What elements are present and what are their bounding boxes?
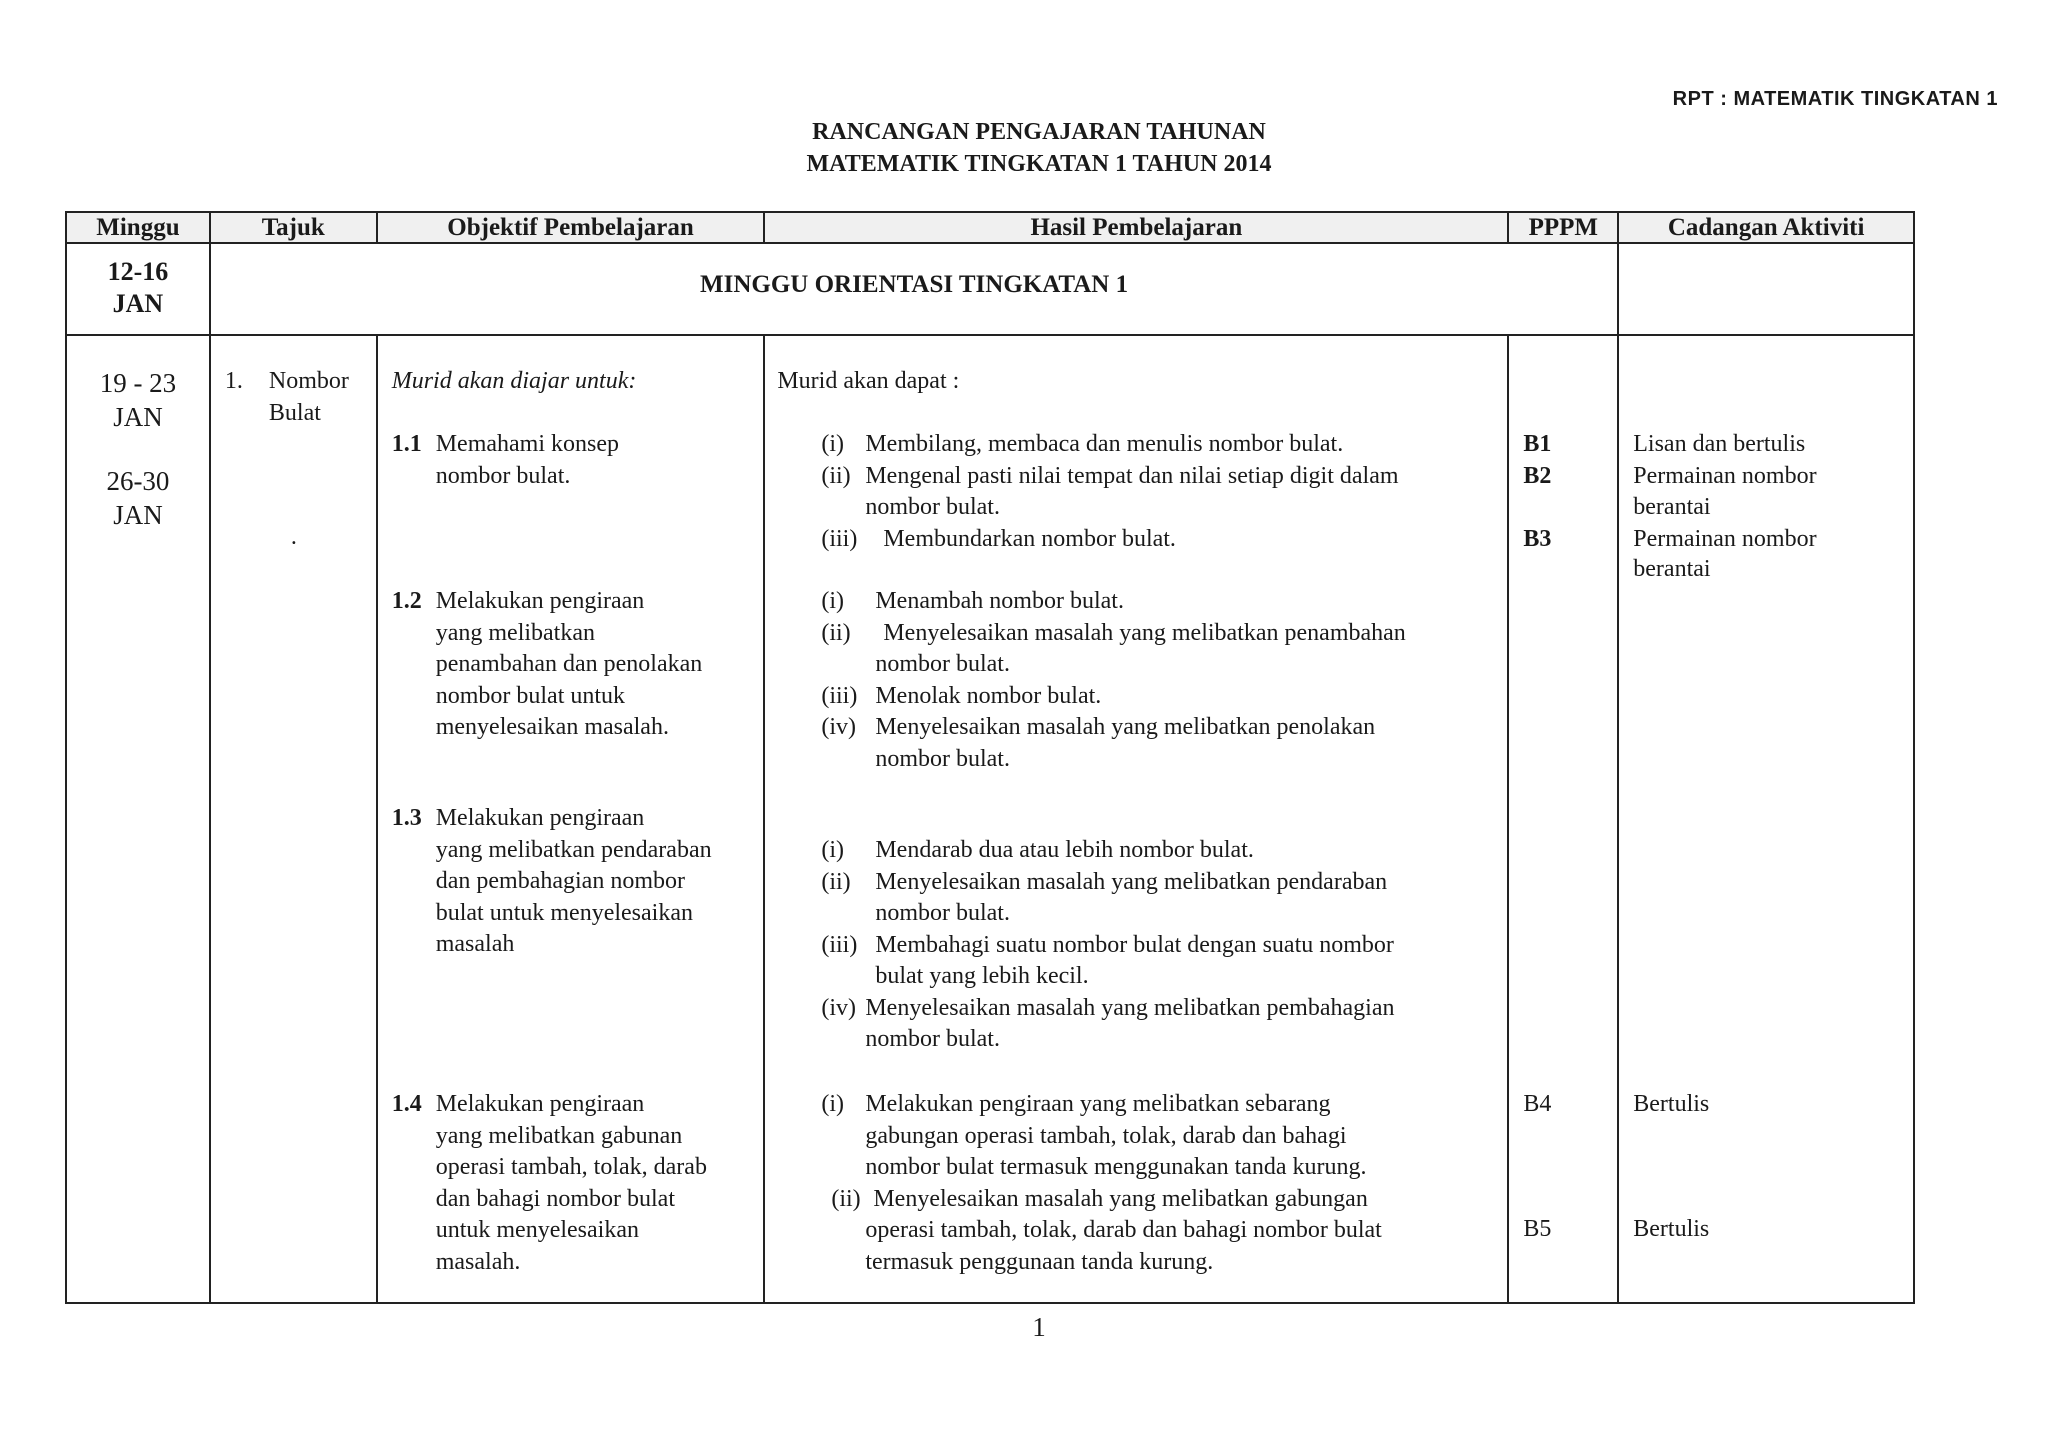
- objective-line: Melakukan pengiraan: [435, 588, 645, 614]
- table-header-row: [66, 212, 1914, 243]
- objective-number: 1.2: [391, 588, 422, 614]
- outcome-text: nombor bulat.: [865, 1026, 1000, 1052]
- objective-line: yang melibatkan pendaraban: [435, 836, 712, 863]
- pppm-code: B2: [1523, 463, 1552, 489]
- objective-line: dan bahagi nombor bulat: [435, 1185, 675, 1212]
- outcome-roman-numeral: (iii): [821, 682, 858, 709]
- pppm-code: B4: [1523, 1091, 1552, 1117]
- outcome-roman-numeral: (ii): [831, 1185, 861, 1212]
- orientation-aktiviti-cell: [1618, 243, 1914, 335]
- tajuk-line-2: Bulat: [268, 400, 321, 426]
- outcome-text: Melakukan pengiraan yang melibatkan sebarang: [865, 1091, 1331, 1117]
- objective-line: bulat untuk menyelesaikan: [435, 899, 693, 926]
- outcome-roman-numeral: (iv): [821, 994, 856, 1021]
- column-header-hasil: Hasil Pembelajaran: [764, 212, 1508, 243]
- column-header-minggu: Minggu: [66, 212, 210, 243]
- outcome-text: termasuk penggunaan tanda kurung.: [865, 1248, 1214, 1275]
- outcome-text: Menolak nombor bulat.: [875, 682, 1102, 709]
- outcome-text: Membahagi suatu nombor bulat dengan suatu nombor: [875, 931, 1394, 958]
- objektif-intro: Murid akan diajar untuk:: [391, 368, 637, 394]
- outcome-text: Menyelesaikan masalah yang melibatkan pendaraban: [875, 868, 1388, 895]
- outcome-text: Menambah nombor bulat.: [875, 588, 1124, 614]
- document-title: [0, 116, 2048, 180]
- page-number: 1: [1032, 1312, 1046, 1342]
- outcome-text: nombor bulat.: [875, 900, 1010, 926]
- outcome-roman-numeral: (i): [821, 431, 844, 457]
- pppm-cell: [1508, 335, 1618, 1303]
- aktiviti-cell: [1618, 335, 1914, 1303]
- aktiviti-item: berantai: [1633, 494, 1711, 520]
- table-row: [66, 335, 1914, 1303]
- outcome-text: operasi tambah, tolak, darab dan bahagi nombor bulat: [865, 1217, 1382, 1243]
- title-line-2: MATEMATIK TINGKATAN 1 TAHUN 2014: [806, 151, 1272, 177]
- objective-line: untuk menyelesaikan: [435, 1217, 639, 1243]
- outcome-roman-numeral: (iii): [821, 931, 858, 958]
- pppm-code: B5: [1523, 1216, 1552, 1242]
- title-line-1: RANCANGAN PENGAJARAN TAHUNAN: [812, 119, 1266, 145]
- objective-line: nombor bulat.: [435, 462, 571, 489]
- outcome-text: Menyelesaikan masalah yang melibatkan penambahan: [883, 619, 1406, 646]
- minggu-cell: [66, 335, 210, 1303]
- tajuk-line-1: Nombor: [268, 368, 349, 394]
- objective-number: 1.4: [391, 1091, 422, 1117]
- aktiviti-item: Permainan nombor: [1633, 526, 1817, 552]
- outcome-text: Membundarkan nombor bulat.: [883, 525, 1176, 552]
- outcome-text: bulat yang lebih kecil.: [875, 963, 1089, 989]
- objective-line: masalah: [435, 931, 515, 957]
- outcome-text: gabungan operasi tambah, tolak, darab dan bahagi: [865, 1122, 1347, 1149]
- outcome-roman-numeral: (ii): [821, 868, 851, 895]
- orientation-title: MINGGU ORIENTASI TINGKATAN 1: [210, 243, 1618, 335]
- column-header-aktiviti: Cadangan Aktiviti: [1618, 212, 1914, 243]
- orientation-row: [66, 243, 1914, 335]
- objective-line: menyelesaikan masalah.: [435, 714, 669, 740]
- outcome-roman-numeral: (i): [821, 1091, 844, 1117]
- outcome-roman-numeral: (i): [821, 837, 844, 863]
- objective-line: Melakukan pengiraan: [435, 1091, 645, 1117]
- week-2-line-1: 26-30: [106, 466, 170, 496]
- objective-line: operasi tambah, tolak, darab: [435, 1154, 707, 1180]
- outcome-roman-numeral: (i): [821, 588, 844, 614]
- week-1-line-2: JAN: [113, 402, 163, 432]
- outcome-text: nombor bulat.: [875, 651, 1010, 677]
- objective-number: 1.3: [391, 805, 422, 831]
- pppm-code: B3: [1523, 526, 1552, 552]
- outcome-text: Menyelesaikan masalah yang melibatkan gabungan: [873, 1185, 1368, 1212]
- column-header-tajuk: Tajuk: [210, 212, 377, 243]
- hasil-intro: Murid akan dapat :: [777, 368, 960, 394]
- objective-line: yang melibatkan: [435, 619, 595, 646]
- outcome-text: Membilang, membaca dan menulis nombor bulat.: [865, 431, 1344, 457]
- aktiviti-item: berantai: [1633, 556, 1711, 582]
- objective-line: dan pembahagian nombor: [435, 868, 685, 894]
- objective-line: Memahami konsep: [435, 431, 620, 457]
- week-1-line-1: 19 - 23: [99, 368, 177, 398]
- aktiviti-item: Bertulis: [1633, 1091, 1710, 1117]
- week-2-line-2: JAN: [113, 500, 163, 530]
- aktiviti-item: Lisan dan bertulis: [1633, 431, 1806, 457]
- objective-line: masalah.: [435, 1248, 521, 1275]
- outcome-text: Menyelesaikan masalah yang melibatkan penolakan: [875, 714, 1376, 740]
- outcome-text: nombor bulat termasuk menggunakan tanda kurung.: [865, 1154, 1367, 1180]
- tajuk-cell: [210, 335, 377, 1303]
- aktiviti-item: Permainan nombor: [1633, 463, 1817, 489]
- column-header-objektif: Objektif Pembelajaran: [377, 212, 765, 243]
- objektif-cell: [377, 335, 765, 1303]
- objective-line: Melakukan pengiraan: [435, 805, 645, 831]
- outcome-roman-numeral: (iv): [821, 714, 856, 740]
- outcome-text: Menyelesaikan masalah yang melibatkan pembahagian: [865, 994, 1395, 1021]
- orientation-week-line-2: JAN: [112, 289, 164, 318]
- outcome-text: Mendarab dua atau lebih nombor bulat.: [875, 837, 1254, 863]
- orientation-week: [66, 243, 210, 335]
- outcome-text: nombor bulat.: [865, 494, 1000, 520]
- document-header-code: RPT : MATEMATIK TINGKATAN 1: [1672, 88, 1998, 110]
- tajuk-number: 1.: [224, 368, 243, 394]
- outcome-roman-numeral: (ii): [821, 619, 851, 646]
- outcome-text: nombor bulat.: [875, 745, 1010, 772]
- hasil-cell: [764, 335, 1508, 1303]
- outcome-text: Mengenal pasti nilai tempat dan nilai setiap digit dalam: [865, 462, 1399, 489]
- objective-line: penambahan dan penolakan: [435, 651, 703, 677]
- lesson-plan-table: [65, 211, 1915, 1304]
- objective-line: nombor bulat untuk: [435, 682, 626, 709]
- tajuk-dot: .: [290, 524, 297, 550]
- outcome-roman-numeral: (iii): [821, 525, 858, 552]
- orientation-week-line-1: 12-16: [107, 257, 169, 286]
- pppm-code: B1: [1523, 431, 1552, 457]
- objective-number: 1.1: [391, 431, 422, 457]
- aktiviti-item: Bertulis: [1633, 1216, 1710, 1242]
- column-header-pppm: PPPM: [1508, 212, 1618, 243]
- outcome-roman-numeral: (ii): [821, 462, 851, 489]
- objective-line: yang melibatkan gabunan: [435, 1122, 683, 1149]
